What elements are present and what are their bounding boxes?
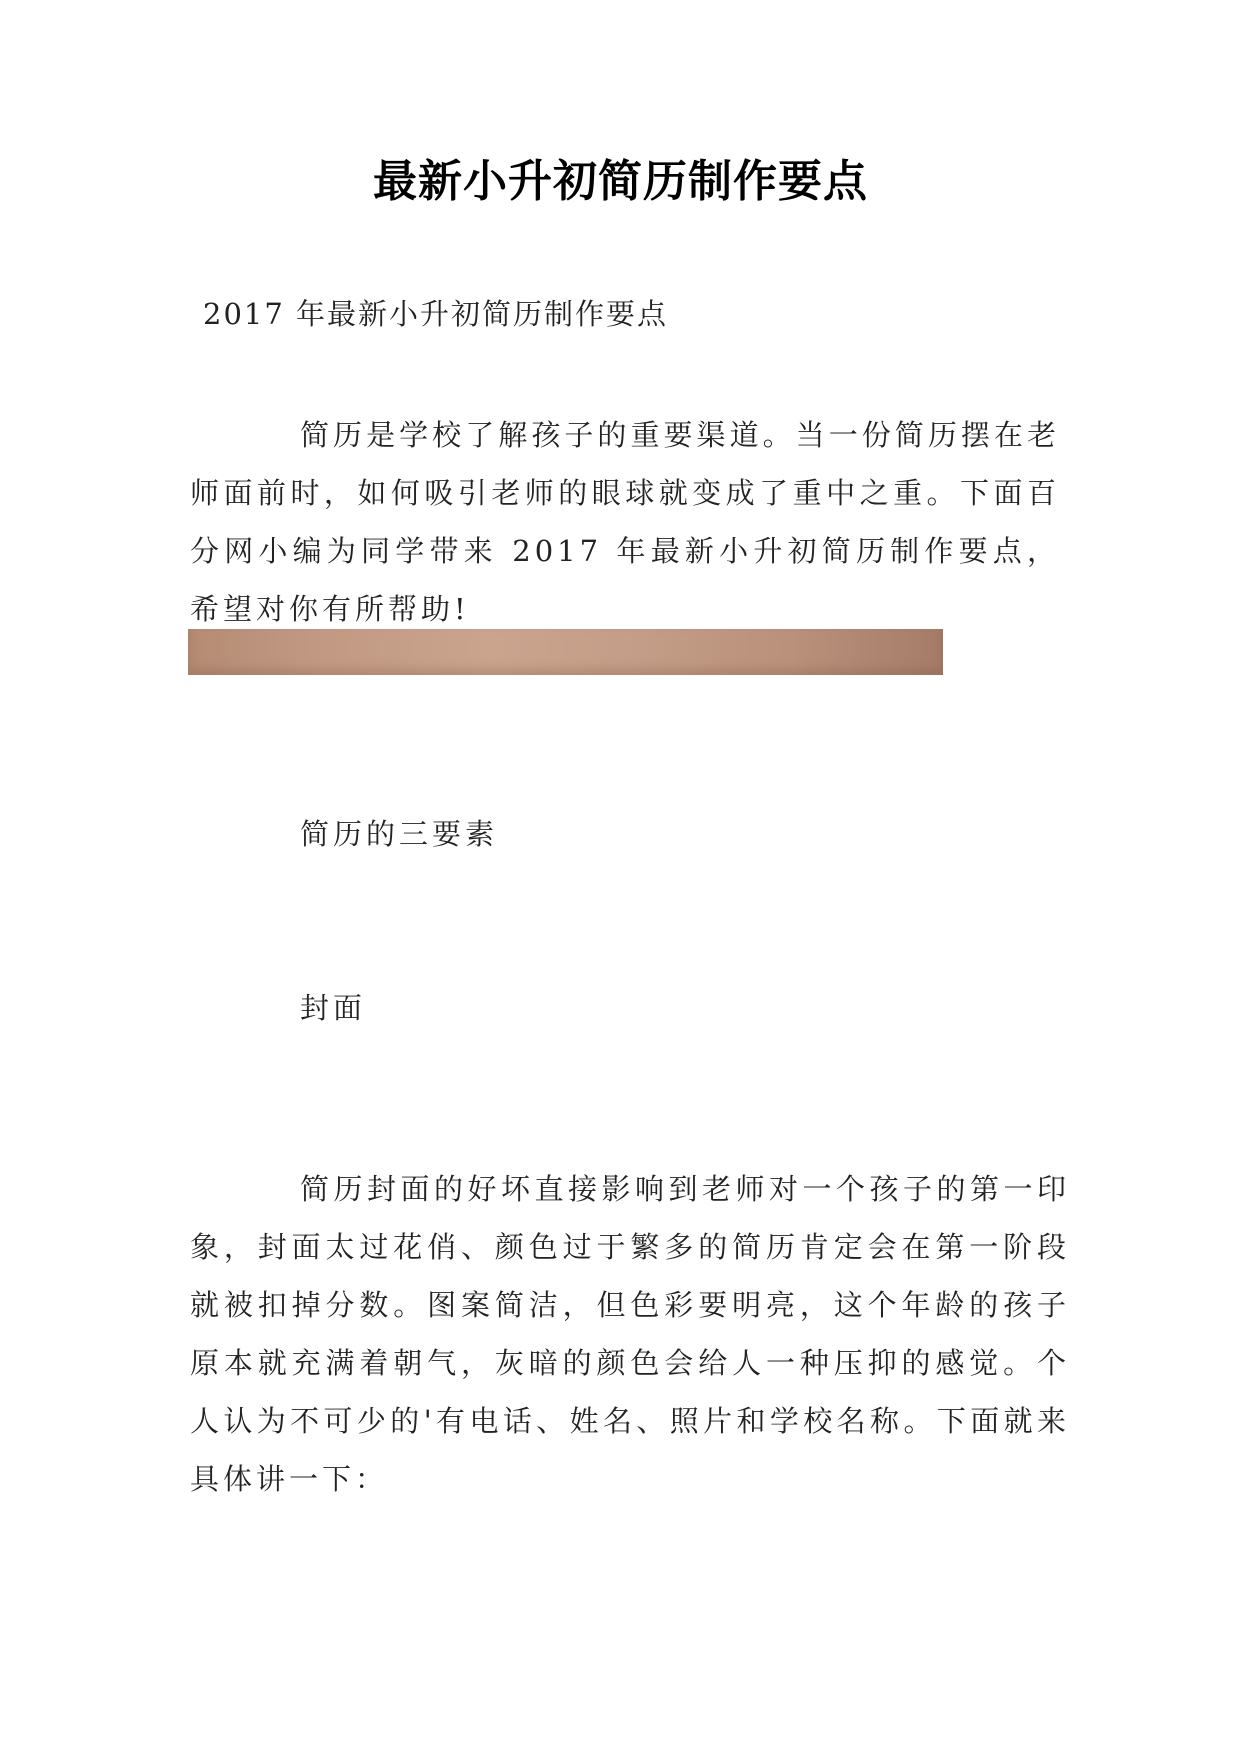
photo-image-strip <box>188 629 943 675</box>
intro-paragraph: 简历是学校了解孩子的重要渠道。当一份简历摆在老师面前时，如何吸引老师的眼球就变成了重中之重。下面百分网小编为同学带来 2017 年最新小升初简历制作要点，希望对你有所帮助! <box>190 418 1060 626</box>
cover-paragraph: 简历封面的好坏直接影响到老师对一个孩子的第一印象，封面太过花俏、颜色过于繁多的简历肯定会在第一阶段就被扣掉分数。图案简洁，但色彩要明亮，这个年龄的孩子原本就充满着朝气，灰暗的颜色会给人一种压抑的感觉。个人认为不可少的'有电话、姓名、照片和学校名称。下面就来具体讲一下： <box>190 1172 1070 1496</box>
section-heading-elements: 简历的三要素 <box>300 817 499 851</box>
section-heading-cover: 封面 <box>300 991 367 1025</box>
document-title: 最新小升初简历制作要点 <box>373 156 868 207</box>
document-subtitle: 2017 年最新小升初简历制作要点 <box>203 297 669 331</box>
